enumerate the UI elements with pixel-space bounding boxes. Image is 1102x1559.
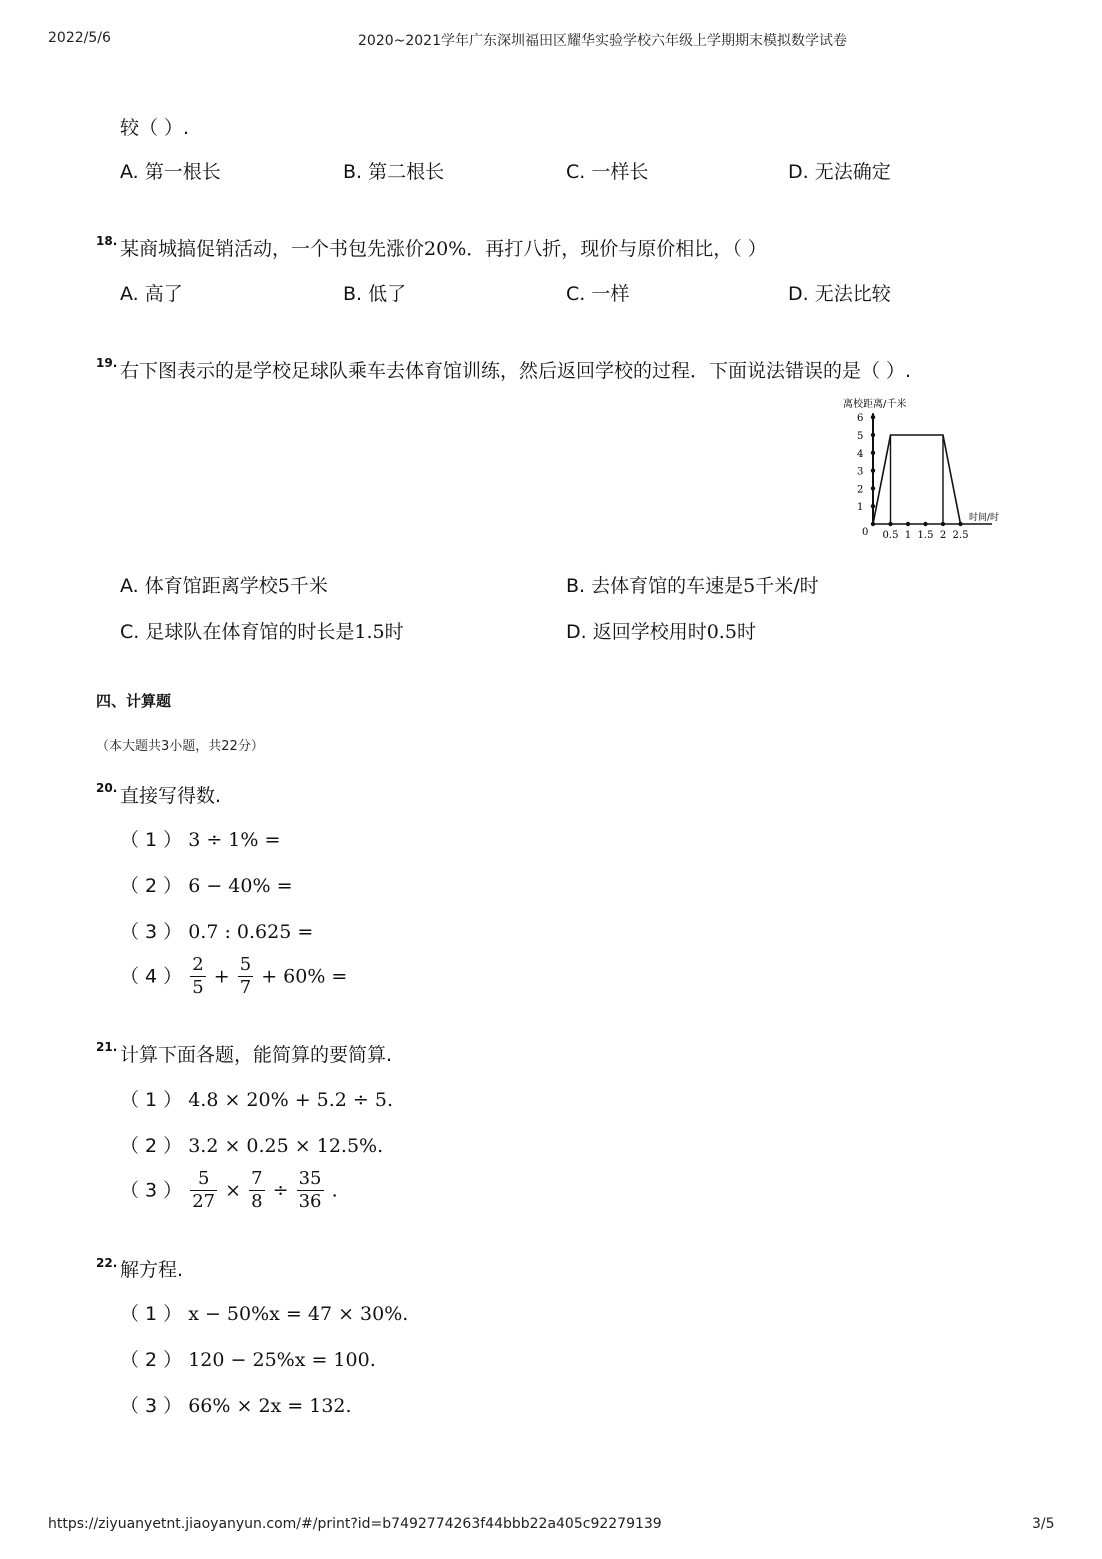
operator: ÷ <box>272 1179 289 1202</box>
q21-item <box>120 1088 393 1112</box>
q19-option-a-math: 5 <box>277 575 290 597</box>
q18-text-b: ．再打八折，现价与原价相比，（ ） <box>466 238 767 260</box>
q20-item-label: （ 2 ） <box>120 875 183 897</box>
chart-y-dot <box>871 486 875 490</box>
fraction <box>249 1168 264 1213</box>
q20-item <box>120 954 347 999</box>
chart-x-axis-label: 时间/时 <box>969 513 1000 523</box>
q20-item-label: （ 1 ） <box>120 829 183 851</box>
q19-option-d-pre: D. 返回学校用时 <box>566 621 707 643</box>
fraction-denominator: 36 <box>298 1191 322 1212</box>
q17-option-a: A. 第一根长 <box>120 161 221 183</box>
operator: × <box>225 1179 242 1202</box>
page-url: https://ziyuanyetnt.jiaoyanyun.com/#/print?id=b7492774263f44bbb22a405c92279139 <box>48 1516 662 1532</box>
q18-option-c: C. 一样 <box>566 283 630 305</box>
q20-item <box>120 874 293 898</box>
chart-y-dot <box>871 468 875 472</box>
fraction-numerator: 5 <box>190 1168 217 1191</box>
q22-item-label: （ 1 ） <box>120 1303 183 1325</box>
q21-item-label: （ 2 ） <box>120 1135 183 1157</box>
q20-item-expr: 3 ÷ 1% = <box>188 829 281 851</box>
q21-item-expr: . <box>331 1179 338 1202</box>
q19-stem: 右下图表示的是学校足球队乘车去体育馆训练，然后返回学校的过程．下面说法错误的是（ ）. <box>120 360 912 382</box>
q18-option-a: A. 高了 <box>120 283 183 305</box>
fraction-numerator: 2 <box>192 954 204 975</box>
fraction <box>190 1168 217 1213</box>
chart-x-tick-label: 2.5 <box>952 530 969 541</box>
fraction <box>238 954 253 999</box>
chart-y-tick-label: 1 <box>857 502 864 514</box>
chart-x-tick-label: 2 <box>939 530 947 541</box>
section-note: （本大题共3小题，共22分） <box>96 739 264 754</box>
q22-item-label: （ 3 ） <box>120 1395 183 1417</box>
q22-item-label: （ 2 ） <box>120 1349 183 1371</box>
q17-tail: 较（ ）. <box>120 117 190 139</box>
chart-y-tick-label: 3 <box>857 466 864 478</box>
chart-y-tick-label: 4 <box>857 448 864 460</box>
chart-y-dot <box>871 504 875 508</box>
chart-x-tick-label: 1 <box>904 530 912 541</box>
q18-option-b: B. 低了 <box>343 283 407 305</box>
chart-y-dot <box>871 433 875 437</box>
page-number: 3/5 <box>1032 1516 1055 1532</box>
q19-option-d-post: 时 <box>736 621 756 643</box>
q18-option-d: D. 无法比较 <box>788 283 891 305</box>
fraction-numerator: 7 <box>251 1168 263 1189</box>
fraction-numerator: 5 <box>239 954 252 975</box>
q20-item-expr: 6 − 40% = <box>188 875 293 897</box>
distance-time-chart <box>835 394 1005 544</box>
q19-option-b-post: 千米/时 <box>755 575 819 597</box>
q19-option-b-math: 5 <box>743 575 756 597</box>
q22-item-expr: 120 − 25%x = 100. <box>188 1349 376 1371</box>
q19-option-d-math: 0.5 <box>706 621 737 643</box>
chart-x-dot <box>923 522 927 526</box>
q20-item-expr: 0.7 : 0.625 = <box>188 921 314 943</box>
q22-item-expr: 66% × 2x = 132. <box>188 1395 352 1417</box>
fraction-numerator: 35 <box>298 1168 322 1189</box>
chart-y-axis-label: 离校距离/千米 <box>843 399 907 410</box>
q22-item <box>120 1348 376 1372</box>
q21-item <box>120 1134 383 1158</box>
operator: + <box>213 965 230 988</box>
q22-stem: 解方程. <box>120 1259 184 1281</box>
chart-y-dot <box>871 415 875 419</box>
chart-x-tick-label: 0.5 <box>882 530 899 541</box>
q22-number: 22. <box>96 1256 118 1270</box>
q18-math: 20% <box>424 238 467 260</box>
q21-item-label: （ 1 ） <box>120 1089 183 1111</box>
q19-number: 19. <box>96 356 118 370</box>
fraction-denominator: 27 <box>192 1191 216 1212</box>
q20-item-label: （ 3 ） <box>120 921 183 943</box>
q21-item-expr: 3.2 × 0.25 × 12.5%. <box>188 1135 384 1157</box>
q17-option-d: D. 无法确定 <box>788 161 891 183</box>
q18-number: 18. <box>96 234 118 248</box>
fraction-denominator: 7 <box>239 977 252 998</box>
q20-item-label: （ 4 ） <box>120 965 183 988</box>
chart-y-dot <box>871 451 875 455</box>
chart-series-line <box>873 435 961 524</box>
chart-origin-label: 0 <box>862 527 869 538</box>
q20-stem: 直接写得数. <box>120 785 222 807</box>
q21-item-label: （ 3 ） <box>120 1179 183 1202</box>
q19-option-c-post: 时 <box>384 621 404 643</box>
q18-text-a: 某商城搞促销活动，一个书包先涨价 <box>120 238 425 260</box>
q20-number: 20. <box>96 781 118 795</box>
q20-item-expr: + 60% = <box>261 965 348 988</box>
q21-item-expr: 4.8 × 20% + 5.2 ÷ 5. <box>188 1089 394 1111</box>
q21-stem: 计算下面各题，能简算的要简算. <box>120 1044 393 1066</box>
chart-x-dot <box>906 522 910 526</box>
q19-option-a-pre: A. 体育馆距离学校 <box>120 575 278 597</box>
print-date: 2022/5/6 <box>48 30 111 46</box>
q19-option-d <box>566 620 756 644</box>
q22-item <box>120 1394 352 1418</box>
q22-item-expr: x − 50%x = 47 × 30%. <box>188 1303 409 1325</box>
chart-y-tick-label: 6 <box>857 413 864 425</box>
q19-option-b <box>566 574 819 598</box>
q19-option-a <box>120 574 328 598</box>
q18-stem <box>120 237 767 261</box>
chart-y-tick-label: 5 <box>857 431 864 442</box>
q17-option-b: B. 第二根长 <box>343 161 445 183</box>
fraction <box>297 1168 324 1213</box>
q21-item <box>120 1168 338 1213</box>
q20-item <box>120 920 313 944</box>
q19-option-c <box>120 620 404 644</box>
fraction-denominator: 8 <box>251 1191 263 1212</box>
document-title: 2020~2021学年广东深圳福田区耀华实验学校六年级上学期期末模拟数学试卷 <box>358 33 847 49</box>
fraction-denominator: 5 <box>192 977 204 998</box>
chart-y-tick-label: 2 <box>857 484 864 496</box>
q21-number: 21. <box>96 1040 118 1054</box>
q19-option-b-pre: B. 去体育馆的车速是 <box>566 575 744 597</box>
fraction <box>190 954 205 999</box>
q17-option-c: C. 一样长 <box>566 161 649 183</box>
q22-item <box>120 1302 408 1326</box>
chart-x-tick-label: 1.5 <box>917 530 934 541</box>
q19-option-c-math: 1.5 <box>354 621 385 643</box>
section-title: 四、计算题 <box>96 692 172 710</box>
q19-option-a-post: 千米 <box>289 575 328 597</box>
q20-item <box>120 828 280 852</box>
q19-option-c-pre: C. 足球队在体育馆的时长是 <box>120 621 355 643</box>
